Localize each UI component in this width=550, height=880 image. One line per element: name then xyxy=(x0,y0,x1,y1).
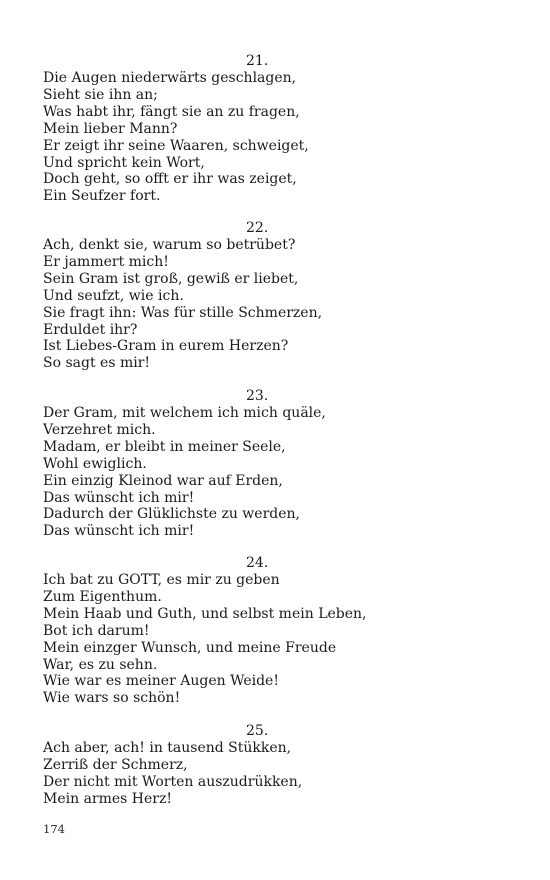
stanza-number: 22. xyxy=(246,220,269,236)
verse-line: Verzehret mich. xyxy=(43,421,156,438)
page-number: 174 xyxy=(43,822,65,836)
verse-line: Ist Liebes-Gram in eurem Herzen? xyxy=(43,338,289,355)
verse-line: War, es zu sehn. xyxy=(43,656,158,673)
verse-line: Ach aber, ach! in tausend Stükken, xyxy=(43,740,292,756)
stanza-lines xyxy=(43,70,309,205)
stanza-lines xyxy=(43,405,326,540)
verse-line: Zerriß der Schmerz, xyxy=(43,756,188,773)
verse-line: So sagt es mir! xyxy=(43,355,151,372)
verse-line: Sein Gram ist groß, gewiß er liebet, xyxy=(43,270,299,287)
stanza-number: 23. xyxy=(246,388,269,404)
stanza-number: 21. xyxy=(246,53,269,69)
stanza-lines xyxy=(43,237,322,372)
verse-line: Ich bat zu GOTT, es mir zu geben xyxy=(43,572,280,588)
verse-line: Was habt ihr, fängt sie an zu fragen, xyxy=(43,103,300,120)
verse-line: Sie fragt ihn: Was für stille Schmerzen, xyxy=(43,304,323,321)
verse-line: Wie war es meiner Augen Weide! xyxy=(43,673,279,690)
stanza-lines xyxy=(43,572,366,707)
verse-line: Mein einzger Wunsch, und meine Freude xyxy=(43,639,337,656)
verse-line: Wie wars so schön! xyxy=(43,690,181,707)
verse-line: Und spricht kein Wort, xyxy=(43,154,205,171)
verse-line: Er jammert mich! xyxy=(43,253,169,270)
stanza-number: 24. xyxy=(246,555,269,571)
verse-line: Mein Haab und Guth, und selbst mein Leben, xyxy=(43,605,367,622)
verse-line: Zum Eigenthum. xyxy=(43,588,162,605)
verse-line: Wohl ewiglich. xyxy=(43,455,147,472)
verse-line: Der nicht mit Worten auszudrükken, xyxy=(43,773,303,790)
stanza-number: 25. xyxy=(246,723,269,739)
verse-line: Madam, er bleibt in meiner Seele, xyxy=(43,438,286,455)
verse-line: Der Gram, mit welchem ich mich quäle, xyxy=(43,405,326,421)
verse-line: Erduldet ihr? xyxy=(43,321,138,338)
verse-line: Die Augen niederwärts geschlagen, xyxy=(43,70,297,86)
verse-line: Sieht sie ihn an; xyxy=(43,86,158,103)
stanza-lines xyxy=(43,740,302,808)
verse-line: Bot ich darum! xyxy=(43,622,150,639)
verse-line: Ach, denkt sie, warum so betrübet? xyxy=(43,237,296,253)
verse-line: Mein armes Herz! xyxy=(43,790,172,807)
verse-line: Doch geht, so offt er ihr was zeiget, xyxy=(43,171,297,188)
verse-line: Das wünscht ich mir! xyxy=(43,523,195,540)
verse-line: Dadurch der Glüklichste zu werden, xyxy=(43,506,300,523)
verse-line: Er zeigt ihr seine Waaren, schweiget, xyxy=(43,137,309,154)
verse-line: Das wünscht ich mir! xyxy=(43,489,195,506)
verse-line: Und seufzt, wie ich. xyxy=(43,287,184,304)
verse-line: Ein einzig Kleinod war auf Erden, xyxy=(43,472,283,489)
verse-line: Mein lieber Mann? xyxy=(43,120,178,137)
verse-line: Ein Seufzer fort. xyxy=(43,188,161,205)
